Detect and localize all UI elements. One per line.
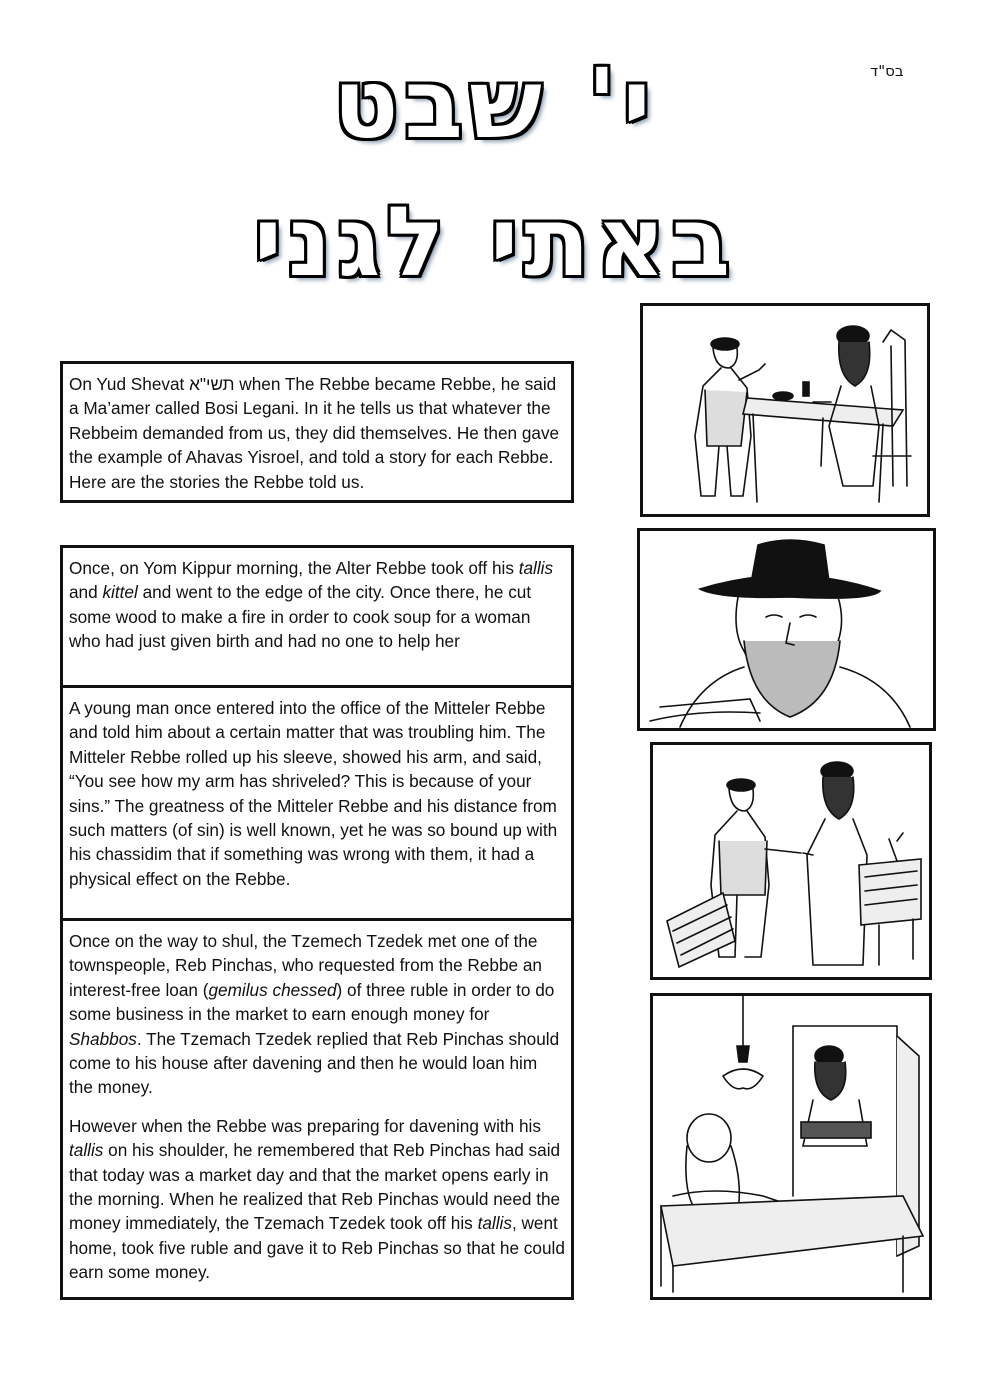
intro-paragraph — [69, 372, 565, 494]
italic-term: tallis — [477, 1213, 512, 1234]
intro-text-start: On Yud Shevat — [69, 374, 190, 394]
italic-term: gemilus chessed — [208, 979, 337, 1000]
alter-rebbe-story-box — [60, 545, 574, 688]
mitteler-rebbe-paragraph: A young man once entered into the office of the Mitteler Rebbe and told him about a certain matter that was troubling him. The Mitteler Rebbe rolled up his sleeve, showed his arm, and said, “You see how my arm has shriveled? This is because of your sins.” The greatness of the Mitteler Rebbe and his distance from such matters (of sin) is well known, yet he was so bound up with his chassidim that if something was wrong with them, it had a physical effect on the Rebbe. — [69, 698, 558, 889]
italic-term: Shabbos — [69, 1028, 137, 1049]
illustration-two-men-at-table — [640, 303, 930, 517]
story-text: on his shoulder, he remembered that Reb Pinchas had said that today was a market day and that the market opens early in the morning. When he realized that Reb Pinchas would need the money immediately, the Tzemach Tzedek took off his — [69, 1140, 561, 1234]
illustration-woman-and-rebbe — [650, 993, 932, 1300]
italic-term: kittel — [102, 582, 138, 603]
italic-term: tallis — [518, 558, 554, 578]
page-title-line2: באתי לגני — [253, 186, 737, 298]
intro-story-box — [60, 361, 574, 503]
story-text: However when the Rebbe was preparing for davening with his — [69, 1115, 541, 1136]
bsd-marking: בס"ד — [870, 62, 904, 80]
alter-rebbe-paragraph — [69, 556, 565, 654]
hebrew-year: תשי"א — [189, 374, 235, 394]
story-text: Once, on Yom Kippur morning, the Alter Rebbe took off his — [69, 558, 519, 578]
story-text: . The Tzemach Tzedek replied that Reb Pinchas should come to his house after davening and then he would loan him the money. — [69, 1028, 560, 1098]
mitteler-rebbe-story-box — [60, 685, 574, 921]
tzemach-tzedek-paragraph-2 — [69, 1114, 565, 1285]
illustration-rebbe-portrait — [637, 528, 936, 731]
story-text: , went home, took five ruble and gave it to Reb Pinchas so that he could earn some money. — [69, 1213, 565, 1283]
illustration-men-with-wood — [650, 742, 932, 980]
italic-term: tallis — [69, 1140, 104, 1161]
story-text: ) of three ruble in order to do some business in the market to earn enough money for — [69, 979, 555, 1025]
story-text: Once on the way to shul, the Tzemech Tzedek met one of the townspeople, Reb Pinchas, who requested from the Rebbe an interest-free loan ( — [69, 931, 542, 1000]
story-text: and went to the edge of the city. Once there, he cut some wood to make a fire in order to cook soup for a woman who had just given birth and had no one to help her — [69, 582, 532, 652]
page-title-line1: י' שבט — [333, 48, 657, 160]
intro-text-end: when The Rebbe became Rebbe, he said a Ma’amer called Bosi Legani. In it he tells us that whatever the Rebbeim demanded from us, they did themselves. He then gave the example of Ahavas Yisroel, and told a story for each Rebbe. Here are the stories the Rebbe told us. — [69, 374, 560, 492]
tzemach-tzedek-paragraph-1 — [69, 929, 565, 1100]
tzemach-tzedek-story-box — [60, 918, 574, 1300]
story-text: and — [69, 582, 103, 603]
